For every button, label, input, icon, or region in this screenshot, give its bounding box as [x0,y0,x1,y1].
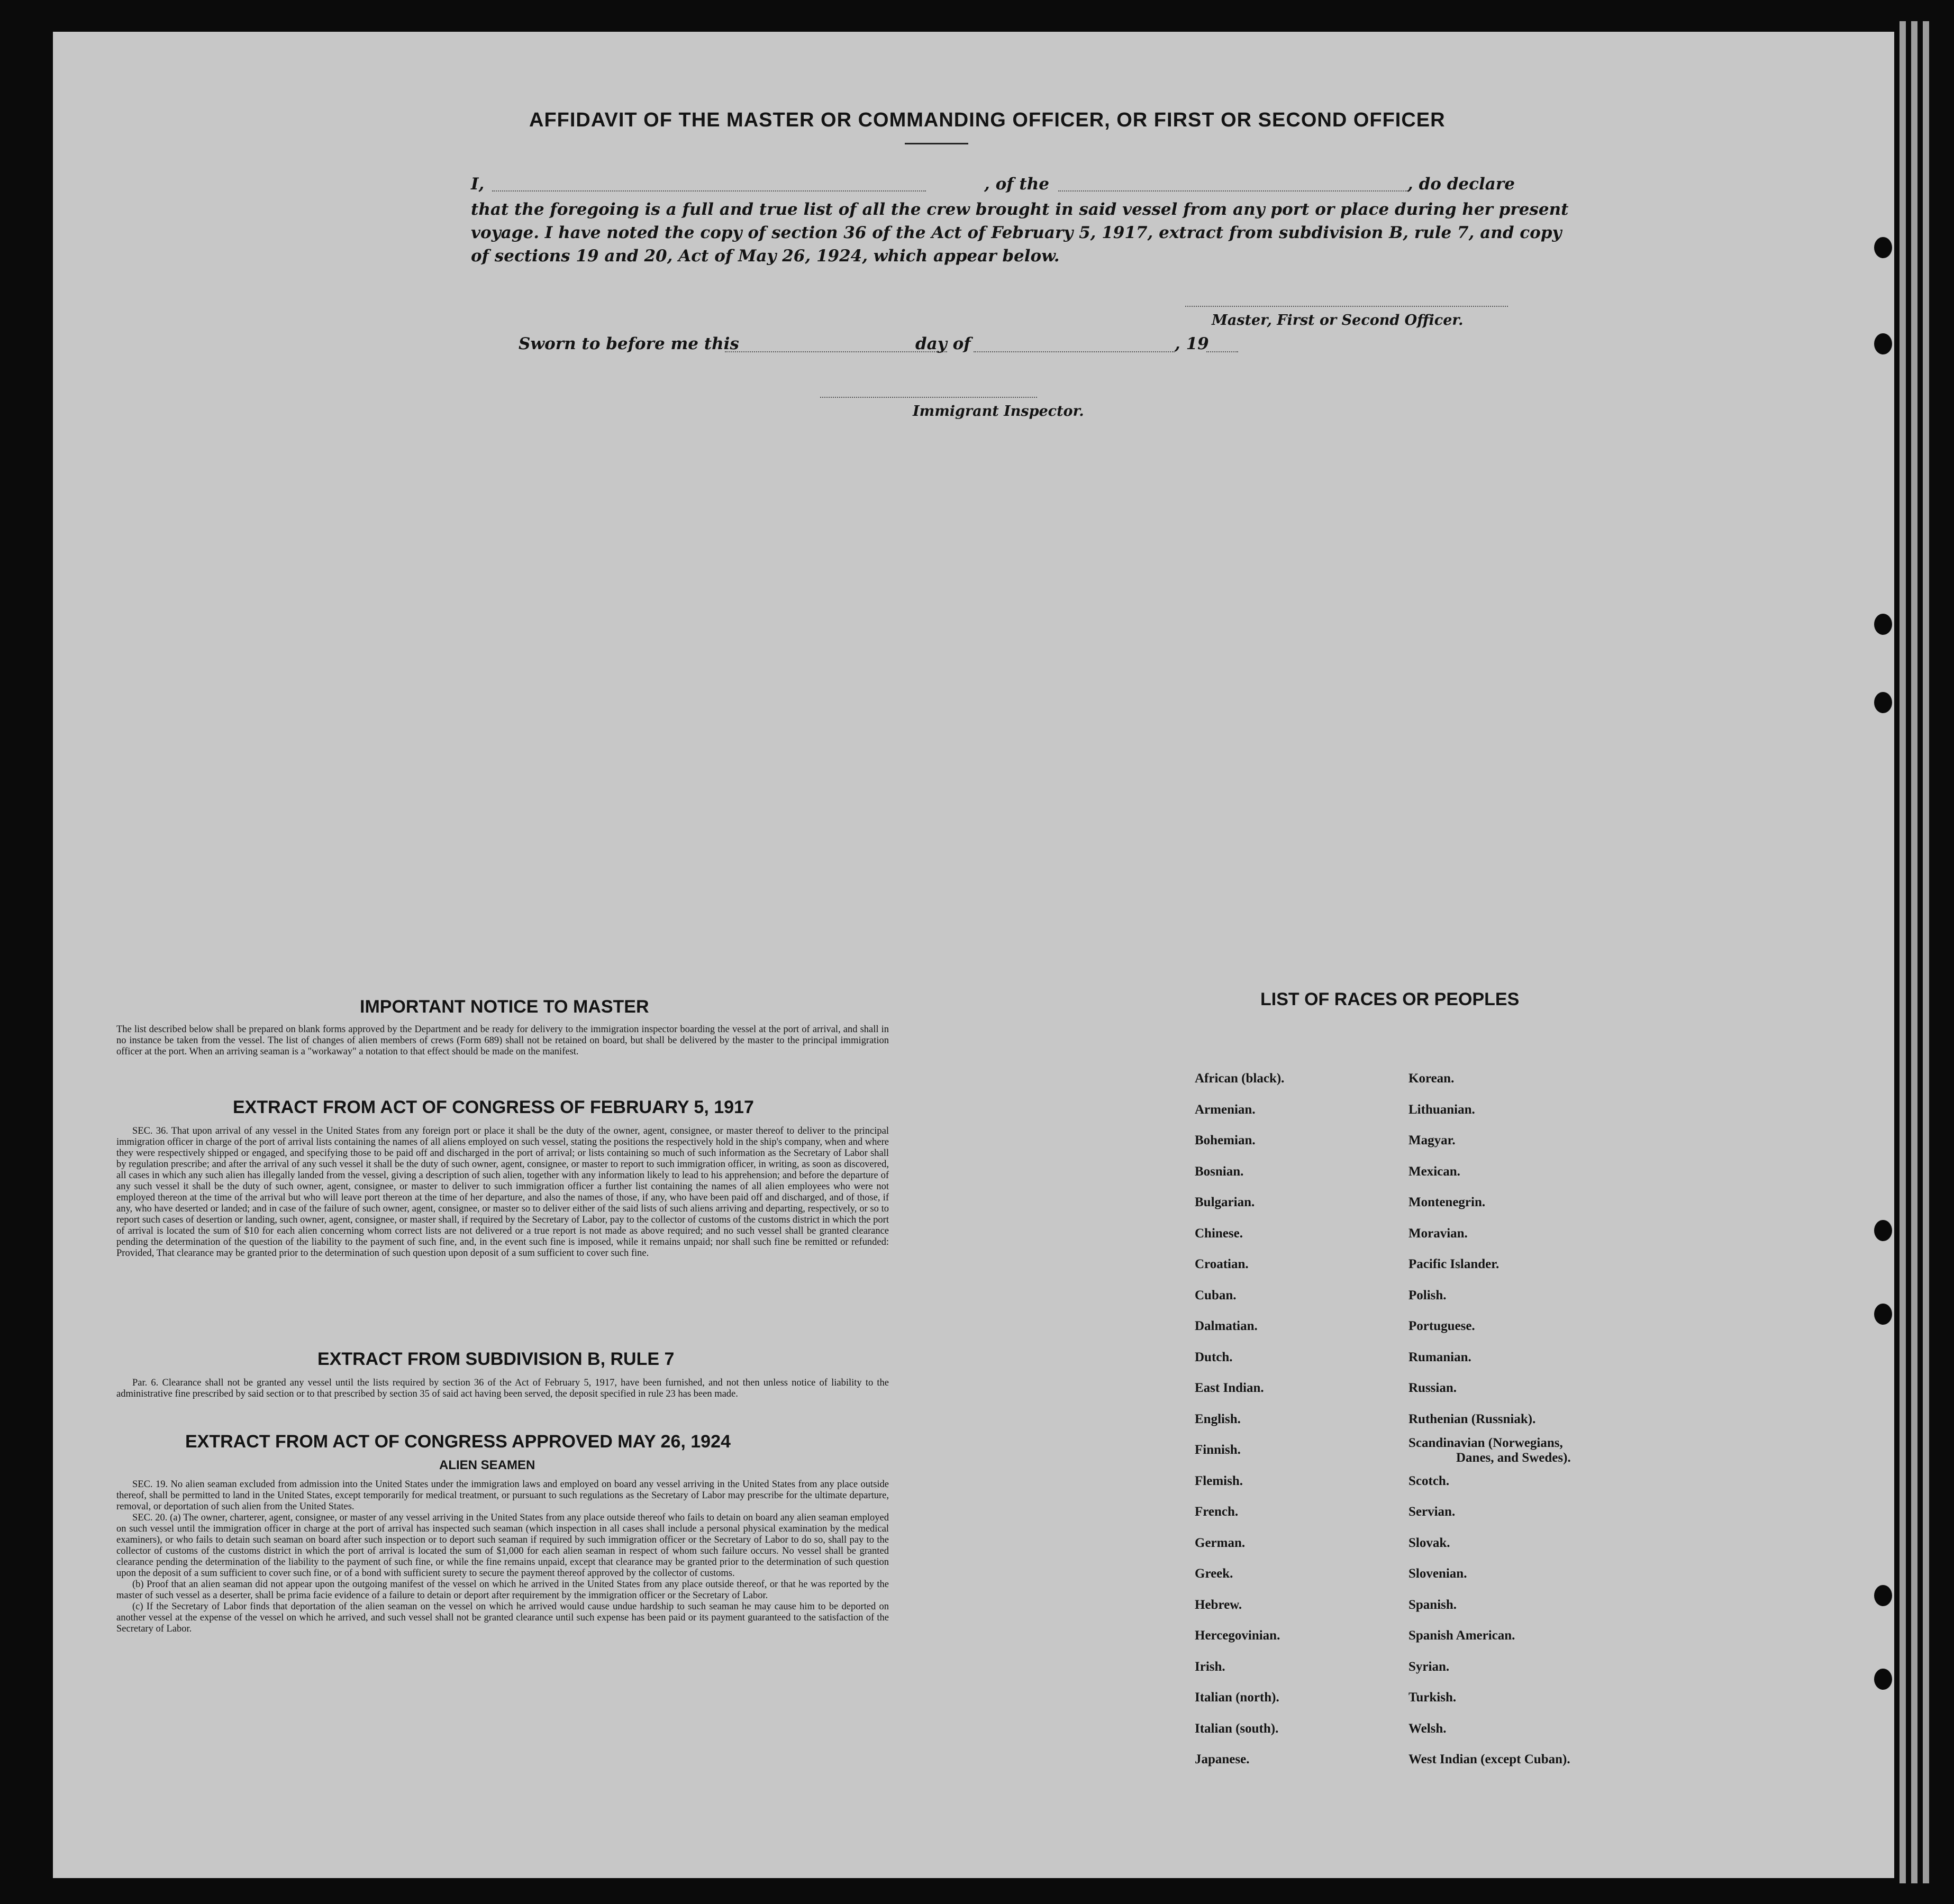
race-item: Portuguese. [1408,1319,1475,1333]
races-left-column [1195,1063,1284,1775]
race-item: Italian (south). [1195,1721,1279,1736]
affidavit-title: AFFIDAVIT OF THE MASTER OR COMMANDING OFFICER, OR FIRST OR SECOND OFFICER [529,109,1446,131]
race-item: Lithuanian. [1408,1102,1475,1117]
race-item: Hercegovinian. [1195,1628,1280,1643]
sec-20a-text: SEC. 20. (a) The owner, charterer, agent, consignee, or master of any vessel arriving in the United States from any place outside thereof who fails to detain on board any alien seaman employed on such vessel until the immigration officer in charge at the port of arrival has inspected such seaman (which inspection in all cases shall include a personal physical examination by the medical examiners), or who fails to detain such seaman on board after such inspection or to deport such seaman if required by such immigration officer or the Secretary of Labor to do so, shall pay to the collector of customs of the customs district in which the port of arrival is located the sum of $1,000 for each alien seaman in respect of whom such failure occurs. No vessel shall be granted clearance pending the determination of the liability to the payment of such fine, or while the fine remains unpaid, except that clearance may be granted prior to the determination of such question upon the deposit of a sum sufficient to cover such fine, or of a bond with sufficient surety to secure the payment thereof approved by the collector of customs. [116,1513,889,1579]
race-item: Croatian. [1195,1257,1249,1271]
race-item: East Indian. [1195,1381,1264,1395]
race-item: Bohemian. [1195,1133,1256,1147]
race-item: French. [1195,1505,1239,1519]
binder-hole [1874,333,1892,354]
race-item: Servian. [1408,1505,1456,1519]
month-blank [974,351,1175,352]
race-item: Finnish. [1195,1443,1241,1457]
title-rule [905,143,968,144]
master-label: Master, First or Second Officer. [1212,312,1464,329]
race-item: Italian (north). [1195,1690,1279,1705]
day-of-label: day of [915,334,971,353]
sec-20b-text: (b) Proof that an alien seaman did not appear upon the outgoing manifest of the vessel on which he arrived in the United States from any place outside thereof, or that he was reported by the master of such vessel as a deserter, shall be prima facie evidence of a failure to detain or deport after requirement by the immigration officer or the Secretary of Labor. [116,1579,889,1601]
affidavit-line-3: of sections 19 and 20, Act of May 26, 1924, which appear below. [471,247,1060,266]
inspector-signature-line [820,397,1037,398]
affidavit-i: I, [471,175,485,194]
sec-19-text: SEC. 19. No alien seaman excluded from admission into the United States under the immigration laws and employed on board any vessel arriving in the United States from any place outside thereof, shall be permitted to land in the United States, except temporarily for medical treatment, or pursuant to such regulations as the Secretary of Labor may prescribe for the ultimate departure, removal, or deportation of such alien from the United States. [116,1479,889,1512]
race-item: Moravian. [1408,1226,1468,1241]
race-item: Spanish. [1408,1597,1457,1612]
race-item: Bulgarian. [1195,1195,1255,1209]
sec-20c-text: (c) If the Secretary of Labor finds that deportation of the alien seaman on the vessel on which he arrived would cause undue hardship to such seaman he may cause him to be deported on another vessel at the expense of the vessel on which he arrived, and such vessel shall not be granted clearance until such expense has been paid or its payment guaranteed to the satisfaction of the Secretary of Labor. [116,1601,889,1634]
race-item: Syrian. [1408,1659,1450,1674]
race-item: African (black). [1195,1071,1285,1086]
race-item: Scotch. [1408,1473,1450,1488]
race-item: Bosnian. [1195,1164,1244,1179]
race-item: Irish. [1195,1659,1225,1674]
race-item: Japanese. [1195,1752,1250,1766]
vessel-blank [1058,190,1407,192]
race-item: Dutch. [1195,1350,1233,1364]
race-item: Cuban. [1195,1288,1237,1302]
race-item: Korean. [1408,1071,1455,1086]
sworn-day-blank [725,351,947,352]
notice-text: The list described below shall be prepared on blank forms approved by the Department and be ready for delivery to the immigration inspector boarding the vessel at the port of arrival, and shall in no instance be taken from the vessel. The list of changes of alien members of crews (Form 689) shall not be retained on board, but shall be delivered by the master to the principal immigration officer at the port. When an arriving seaman is a "workaway" a notation to that effect should be made on the manifest. [116,1024,889,1057]
affidavit-line-1: that the foregoing is a full and true list of all the crew brought in said vessel from any port or place during her present [471,200,1569,219]
race-item: Armenian. [1195,1102,1256,1117]
race-item: Pacific Islander. [1408,1257,1499,1271]
race-item: Spanish American. [1408,1628,1515,1643]
race-item: Slovak. [1408,1535,1450,1550]
race-item: German. [1195,1535,1246,1550]
master-signature-line [1185,306,1508,307]
race-item: Ruthenian (Russniak). [1408,1411,1536,1426]
extract-1917-text: SEC. 36. That upon arrival of any vessel in the United States from any foreign port or place it shall be the duty of the owner, agent, consignee, or master thereof to deliver to the principal immigration officer in charge of the port of arrival lists containing the names of all aliens employed on such vessel, stating the positions the respectively hold in the ship's company, when and where they were respectively shipped or engaged, and specifying those to be paid off and discharged in the port of arrival; or lists containing so much of such information as the Secretary of Labor shall by regulation prescribe; and after the arrival of any such vessel it shall be the duty of such owner, agent, consignee, or master to report to such immigration officer, in writing, as soon as discovered, all cases in which any such alien has illegally landed from the vessel, giving a description of such alien, together with any information likely to lead to his apprehension; and before the departure of any such vessel it shall be the duty of such owner, agent, consignee, or master to deliver to such immigration officer a further list containing the names of all alien employees who were not employed thereon at the time of the arrival but who will leave port thereon at the time of her departure, and also the names of those, if any, who have been paid off and discharged, and of those, if any, who have deserted or landed; and in case of the failure of such owner, agent, consignee, or master so to deliver either of the said lists of such aliens arriving and departing, respectively, or so to report such cases of desertion or landing, such owner, agent, consignee, or master shall, if required by the Secretary of Labor, pay to the collector of customs of the customs district in which the port of arrival is located the sum of $10 for each alien concerning whom correct lists are not delivered or a true report is not made as above required; and no such vessel shall be granted clearance pending the determination of the question of the liability to the payment of such fine, and, in the event such fine is imposed, while it remains unpaid; nor shall such fine be remitted or refunded: Provided, That clearance may be granted prior to the determination of such question upon deposit of a sum sufficient to cover such fine. [116,1126,889,1259]
affidavit-do-declare: , do declare [1407,175,1515,194]
race-item: Polish. [1408,1288,1447,1302]
inspector-label: Immigrant Inspector. [913,403,1084,420]
alien-seamen-subtitle: ALIEN SEAMEN [439,1458,535,1472]
extract-1917-title: EXTRACT FROM ACT OF CONGRESS OF FEBRUARY 5, 1917 [233,1097,754,1117]
year-blank [1206,351,1238,352]
race-item: Magyar. [1408,1133,1456,1147]
affidavit-line-2: voyage. I have noted the copy of section 36 of the Act of February 5, 1917, extract from subdivision B, rule 7, and copy [471,223,1562,242]
binder-hole [1874,692,1892,713]
race-item: English. [1195,1411,1241,1426]
race-item: Russian. [1408,1381,1457,1395]
binder-hole [1874,614,1892,635]
manifest-page [53,32,1894,1878]
binder-hole [1874,1669,1892,1690]
race-item: Flemish. [1195,1473,1243,1488]
race-item-line: Scandinavian (Norwegians, [1408,1436,1563,1450]
race-item: Turkish. [1408,1690,1457,1705]
extract-1924-title: EXTRACT FROM ACT OF CONGRESS APPROVED MAY 26, 1924 [185,1432,731,1452]
race-item: Welsh. [1408,1721,1447,1736]
extract-1924-sections [116,1479,889,1635]
notice-title: IMPORTANT NOTICE TO MASTER [360,997,649,1017]
binder-hole [1874,1220,1892,1241]
sheet-edge-2 [1911,21,1917,1883]
rule7-text: Par. 6. Clearance shall not be granted any vessel until the lists required by section 36 of the Act of February 5, 1917, have been furnished, and not then unless notice of liability to the administrative fine prescribed by said section or to that prescribed by section 35 of said act having been served, the deposit specified in rule 23 has been made. [116,1378,889,1399]
sworn-label: Sworn to before me this [519,334,739,353]
races-right-column [1408,1063,1571,1775]
race-item: Rumanian. [1408,1350,1471,1364]
race-item: West Indian (except Cuban). [1408,1752,1570,1766]
rule7-title: EXTRACT FROM SUBDIVISION B, RULE 7 [317,1349,675,1369]
race-item: Hebrew. [1195,1597,1242,1612]
race-item: Chinese. [1195,1226,1243,1241]
race-item: Mexican. [1408,1164,1460,1179]
race-item: Greek. [1195,1566,1233,1581]
year-prefix: , 19 [1175,334,1209,353]
binder-hole [1874,1304,1892,1325]
race-item: Slovenian. [1408,1566,1467,1581]
race-item-scandinavian [1408,1435,1571,1466]
sheet-edge-3 [1923,21,1929,1883]
race-item-line: Danes, and Swedes). [1456,1451,1571,1465]
race-item: Dalmatian. [1195,1319,1258,1333]
affidavit-of-the: , of the [984,175,1049,194]
name-blank [492,190,926,192]
races-title: LIST OF RACES OR PEOPLES [1260,989,1520,1009]
race-item: Montenegrin. [1408,1195,1486,1209]
sheet-edge-1 [1900,21,1906,1883]
binder-hole [1874,237,1892,258]
binder-hole [1874,1585,1892,1606]
